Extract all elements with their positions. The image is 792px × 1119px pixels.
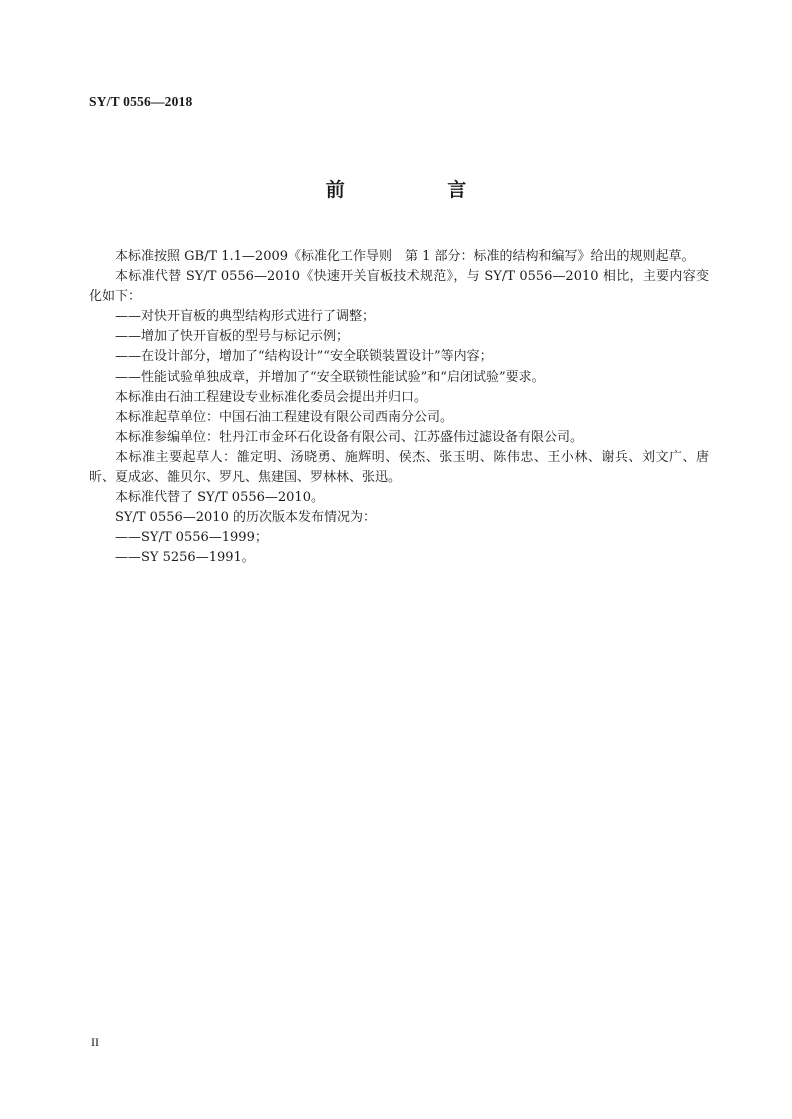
paragraph-replaced-standard: 本标准代替了 SY/T 0556—2010。 bbox=[115, 490, 324, 506]
change-item-structure: ——对快开盲板的典型结构形式进行了调整； bbox=[115, 309, 376, 325]
change-item-design: ——在设计部分，增加了“结构设计”“安全联锁装置设计”等内容； bbox=[115, 349, 493, 365]
paragraph-proposer: 本标准由石油工程建设专业标准化委员会提出并归口。 bbox=[115, 389, 428, 405]
page-number: II bbox=[91, 1035, 99, 1049]
paragraph-drafting-unit: 本标准起草单位：中国石油工程建设有限公司西南分公司。 bbox=[115, 409, 454, 425]
paragraph-main-drafters: 本标准主要起草人：雒定明、汤晓勇、施辉明、侯杰、张玉明、陈伟忠、王小林、谢兵、刘文广、唐昕、夏成宓、雒贝尔、罗凡、焦建国、罗林林、张迅。 bbox=[89, 449, 709, 486]
history-item-1991: ——SY 5256—1991。 bbox=[115, 550, 255, 566]
paragraph-participating-units: 本标准参编单位：牡丹江市金环石化设备有限公司、江苏盛伟过滤设备有限公司。 bbox=[115, 429, 584, 445]
change-item-performance-test: ——性能试验单独成章，并增加了“安全联锁性能试验”和“启闭试验”要求。 bbox=[115, 369, 545, 385]
standard-code-header: SY/T 0556—2018 bbox=[89, 94, 193, 109]
page-title: 前 言 bbox=[325, 179, 515, 201]
foreword-body bbox=[89, 247, 709, 569]
paragraph-replacement: 本标准代替 SY/T 0556—2010《快速开关盲板技术规范》，与 SY/T 0556—2010 相比，主要内容变化如下： bbox=[89, 269, 709, 305]
history-item-1999: ——SY/T 0556—1999； bbox=[115, 530, 268, 546]
paragraph-drafting-rules: 本标准按照 GB/T 1.1—2009《标准化工作导则 第 1 部分：标准的结构和编写》给出的规则起草。 bbox=[115, 249, 695, 264]
paragraph-version-history: SY/T 0556—2010 的历次版本发布情况为： bbox=[115, 510, 376, 526]
change-item-model-marking: ——增加了快开盲板的型号与标记示例； bbox=[115, 329, 350, 345]
